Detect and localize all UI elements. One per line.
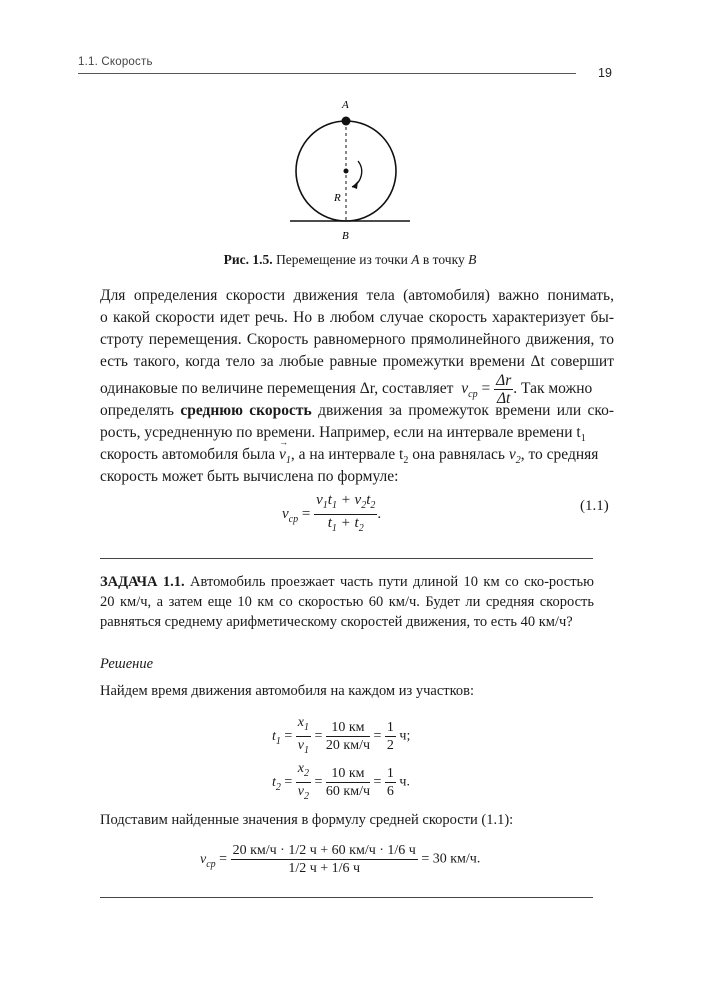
caption-text: Перемещение из точки: [276, 252, 408, 267]
solution-title: Решение: [100, 656, 154, 672]
v-avg-symbol: $v_{ср}$: [461, 380, 478, 401]
line8-d: , то средняя: [520, 446, 599, 463]
figure-caption: [100, 252, 600, 268]
body-line-5: одинаковые по величине перемещения Δr, составляет $v_{ср}$ = $\frac{\Delta r}{\Delta t}$ . Так можно: [100, 372, 593, 407]
arrow-head: [352, 181, 358, 189]
body-line-9: скорость может быть вычислена по формуле:: [100, 468, 399, 485]
equation-t2: $t_2$ = $\frac{x_2}{v_2}$ = $\frac{10 км}{60 км/ч}$ = $\frac{1}{6}$ ч.: [272, 761, 410, 802]
body-line-7: рость, усредненную по времени. Например, если на интервале времени $t_1$: [100, 424, 586, 445]
point-a-dot: [342, 117, 351, 126]
caption-point-b: B: [468, 252, 477, 267]
line8-c: она равнялась: [412, 446, 505, 463]
body-line-6: [100, 402, 614, 420]
body-line-8: скорость автомобиля была → $v_1$, а на интервале $t_2$ она равнялась $v_2$, то средняя: [100, 446, 614, 466]
line5-end: Так можно: [520, 380, 593, 398]
line6-end: движения за промежуток времени или ско-: [318, 402, 615, 419]
point-a-label: A: [342, 99, 349, 111]
header-rule: [78, 73, 576, 74]
line6-start: определять: [100, 402, 174, 419]
page-number: 19: [598, 66, 612, 80]
caption-label: Рис. 1.5.: [223, 252, 273, 267]
caption-mid: в точку: [422, 252, 465, 267]
task-body: Автомобиль проезжает часть пути длиной 10 км со ско-ростью 20 км/ч, а затем еще 10 км со скоростью 60 км/ч. Будет ли средняя скорость равняться среднему арифметическому скоростей движения, то есть 40 км/ч?: [100, 574, 595, 630]
equation-final: $v_{ср}$ = $\frac{20 км/ч \cdot 1/2 ч + 60 км/ч \cdot 1/6 ч}{1/2 ч + 1/6 ч}$ = 30 км/ч.: [200, 843, 481, 876]
equation-t1: $t_1$ = $\frac{x_1}{v_1}$ = $\frac{10 км}{20 км/ч}$ = $\frac{1}{2}$ ч;: [272, 715, 411, 756]
task-top-rule: [100, 558, 593, 559]
equation-1-1: $v_{ср}$ = $\frac{v_1t_1 + v_2t_2}{t_1 + t_2}$ .: [282, 492, 382, 534]
body-line-2: о какой скорости идет речь. Но в любом случае скорость характеризует бы-: [100, 309, 614, 326]
term-average-speed: среднюю скорость: [180, 402, 312, 419]
equation-number: (1.1): [580, 498, 609, 514]
figure-circle-diagram: [260, 95, 440, 245]
body-line-1: Для определения скорости движения тела (автомобиля) важно понимать,: [100, 287, 614, 304]
radius-label: R: [334, 192, 341, 204]
v1-symbol: → $v_1$: [279, 446, 291, 466]
solution-intro: Найдем время движения автомобиля на каждом из участков:: [100, 683, 475, 699]
line7-text: рость, усредненную по времени. Например, если на интервале времени t: [100, 424, 581, 441]
task-label: ЗАДАЧА 1.1.: [100, 574, 185, 590]
point-b-label: B: [342, 230, 349, 242]
body-line-3: строту перемещения. Скорость равномерного прямолинейного движения, то: [100, 331, 614, 348]
v-avg-fraction: $\frac{\Delta r}{\Delta t}$: [496, 372, 512, 407]
task-bottom-rule: [100, 897, 593, 898]
caption-point-a: A: [411, 252, 420, 267]
section-title: 1.1. Скорость: [78, 56, 153, 68]
body-line-4: есть такого, когда тело за любые равные промежутки времени Δt совершит: [100, 353, 614, 370]
line5-text: одинаковые по величине перемещения Δr, составляет: [100, 380, 454, 398]
substitute-text: Подставим найденные значения в формулу средней скорости (1.1):: [100, 812, 514, 828]
task-text: [100, 572, 594, 632]
v2-symbol: $v_2$: [508, 446, 521, 467]
line8-b: , а на интервале t: [290, 446, 404, 463]
line8-a: скорость автомобиля была: [100, 446, 276, 463]
center-dot: [344, 169, 349, 174]
